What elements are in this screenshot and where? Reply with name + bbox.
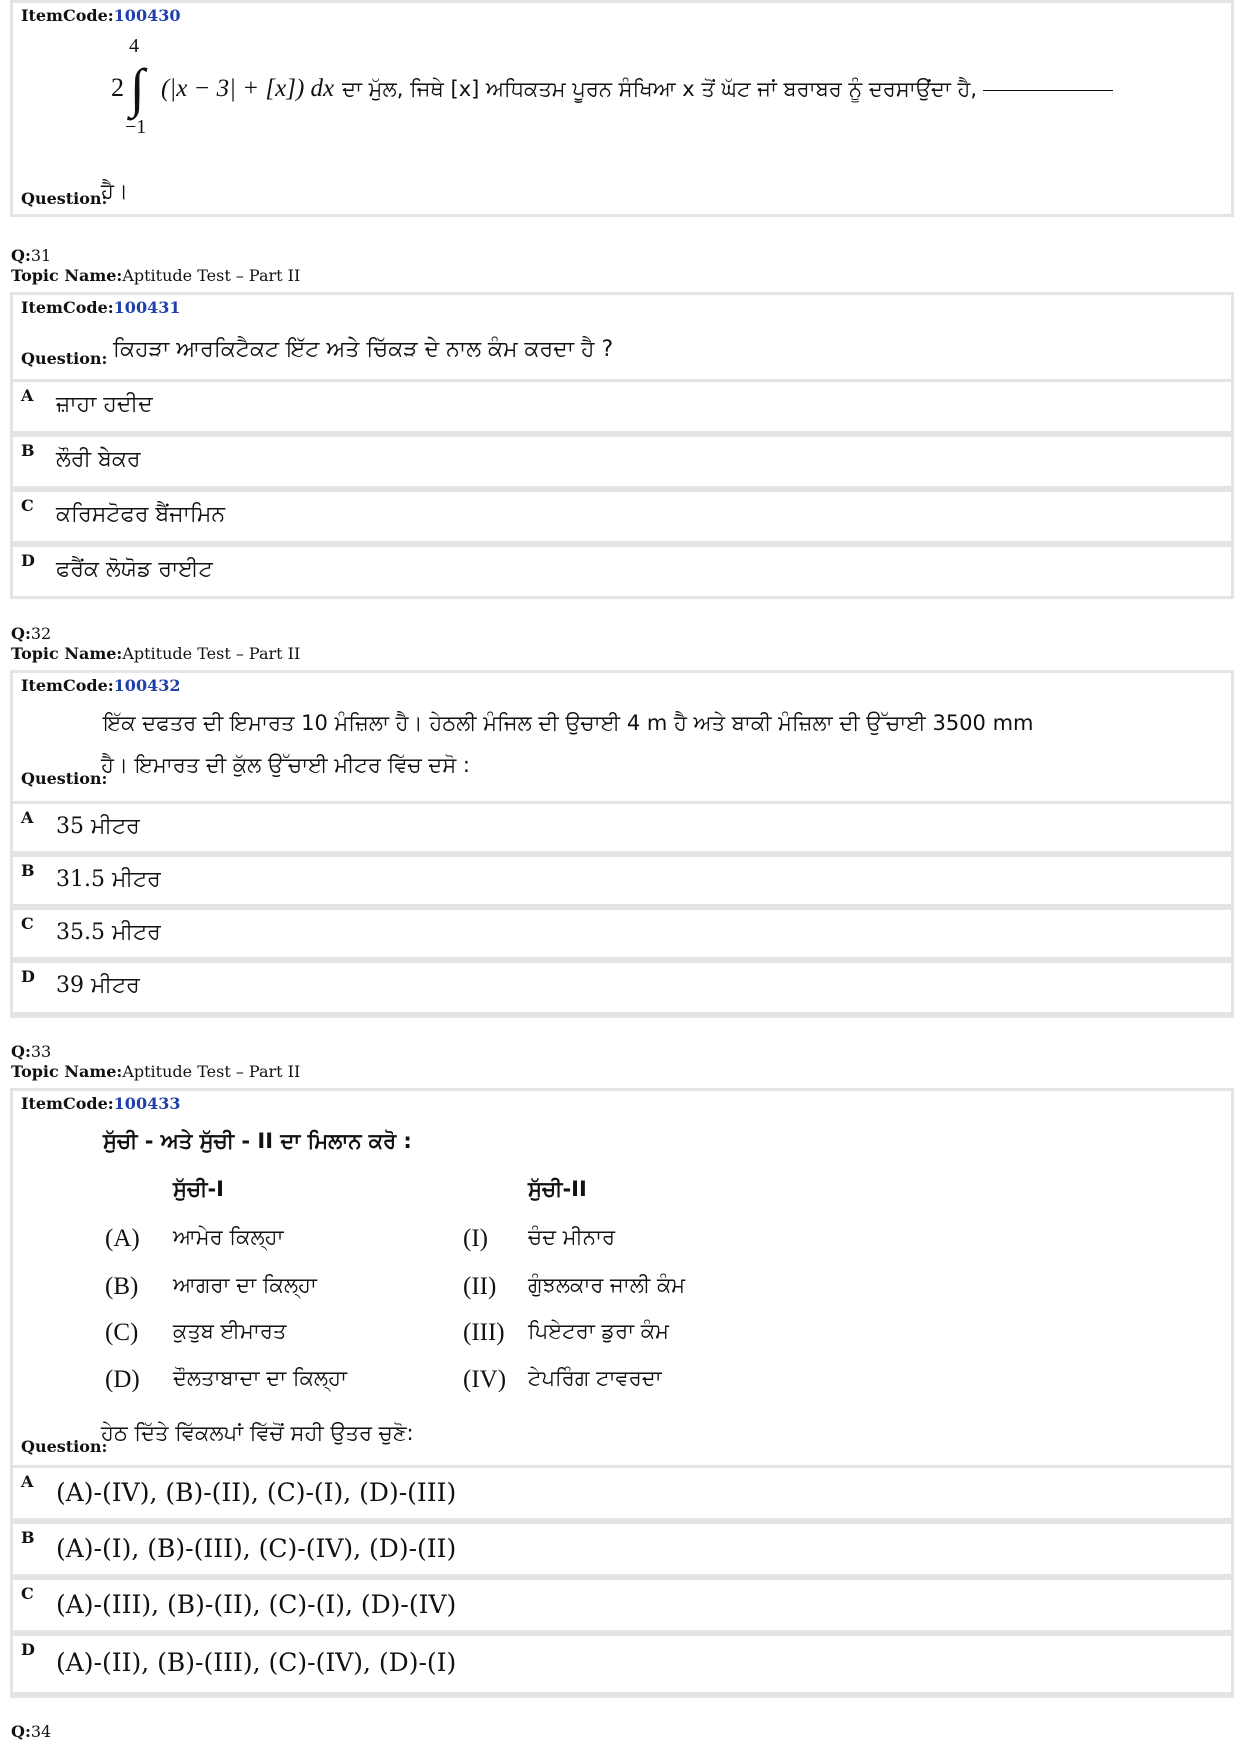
option-c[interactable]: C ਕਰਿਸਟੋਫਰ ਬੈਂਜਾਮਿਨ — [10, 489, 1234, 544]
answer-blank — [983, 89, 1113, 91]
integral-sign: ∫ — [130, 58, 145, 118]
question-30-text: ਦਾ ਮੁੱਲ, ਜਿਥੇ [x] ਅਧਿਕਤਮ ਪੂਰਨ ਸੰਖਿਆ x ਤੋਂ ਘੱਟ ਜਾਂ ਬਰਾਬਰ ਨੂੰ ਦਰਸਾਉਂਦਾ ਹੈ, — [342, 77, 978, 101]
item-code: ItemCode:100432 — [21, 676, 181, 695]
option-a[interactable]: A (A)-(IV), (B)-(II), (C)-(I), (D)-(III) — [10, 1465, 1234, 1521]
question-31-header: Q:31 Topic Name:Aptitude Test – Part II — [11, 246, 301, 285]
question-34-header: Q:34 — [11, 1722, 52, 1741]
integral-expression — [161, 73, 1113, 103]
option-a[interactable]: A ਜ਼ਾਹਾ ਹਦੀਦ — [10, 379, 1234, 434]
option-b[interactable]: B ਲੌਰੀ ਬੇਕਰ — [10, 434, 1234, 489]
item-code: ItemCode:100431 — [21, 298, 181, 317]
question-31-text: ਕਿਹੜਾ ਆਰਕਿਟੈਕਟ ਇੱਟ ਅਤੇ ਚਿੱਕੜ ਦੇ ਨਾਲ ਕੰਮ ਕਰਦਾ ਹੈ ? — [113, 337, 614, 362]
option-c[interactable]: C (A)-(III), (B)-(II), (C)-(I), (D)-(IV) — [10, 1577, 1234, 1633]
integral-coefficient: 2 — [111, 73, 124, 102]
question-label: Question: — [21, 769, 108, 788]
question-32-line1: ਇੱਕ ਦਫਤਰ ਦੀ ਇਮਾਰਤ 10 ਮੰਜ਼ਿਲਾ ਹੈ। ਹੇਠਲੀ ਮੰਜਿਲ ਦੀ ਉਚਾਈ 4 m ਹੈ ਅਤੇ ਬਾਕੀ ਮੰਜ਼ਿਲਾ ਦੀ ਉੱਚਾਈ 3500 mm — [103, 711, 1034, 735]
list-2-title: ਸੁੱਚੀ-II — [528, 1177, 587, 1201]
question-32-card — [10, 670, 1234, 1018]
item-code: ItemCode:100433 — [21, 1094, 181, 1113]
option-b[interactable]: B (A)-(I), (B)-(III), (C)-(IV), (D)-(II) — [10, 1521, 1234, 1577]
integral-upper-limit: 4 — [129, 35, 139, 57]
integrand: (|x − 3| + [x]) dx — [161, 75, 335, 102]
option-c[interactable]: C 35.5 ਮੀਟਰ — [10, 907, 1234, 960]
option-d[interactable]: D (A)-(II), (B)-(III), (C)-(IV), (D)-(I) — [10, 1633, 1234, 1695]
item-code: ItemCode:100430 — [21, 6, 181, 25]
integral-lower-limit: −1 — [125, 116, 147, 138]
option-a[interactable]: A 35 ਮੀਟਰ — [10, 801, 1234, 854]
option-b[interactable]: B 31.5 ਮੀਟਰ — [10, 854, 1234, 907]
match-heading: ਸੁੱਚੀ - ਅਤੇ ਸੁੱਚੀ - II ਦਾ ਮਿਲਾਨ ਕਰੋ : — [103, 1129, 412, 1153]
question-tail: ਹੈ। — [101, 179, 129, 203]
question-label: Question: — [21, 1437, 108, 1456]
option-d[interactable]: D 39 ਮੀਟਰ — [10, 960, 1234, 1015]
option-d[interactable]: D ਫਰੈਂਕ ਲੋਯੋਡ ਰਾਈਟ — [10, 544, 1234, 599]
question-33-header: Q:33 Topic Name:Aptitude Test – Part II — [11, 1042, 301, 1081]
question-33-text: ਹੇਠ ਦਿੱਤੇ ਵਿੱਕਲਪਾਂ ਵਿੱਚੋਂ ਸਹੀ ਉਤਰ ਚੁਣੋ: — [101, 1421, 414, 1445]
question-30-card — [10, 0, 1234, 217]
question-label: Question: — [21, 349, 108, 368]
question-33-card: ItemCode:100433 ਸੁੱਚੀ - ਅਤੇ ਸੁੱਚੀ - II ਦਾ ਮਿਲਾਨ ਕਰੋ : ਸੁੱਚੀ-I ਸੁੱਚੀ-II (A) ਆਮੇਰ ਕਿਲ੍ਹਾ (I) ਚੰਦ ਮੀਨਾਰ (B) ਆਗਰਾ ਦਾ ਕਿਲ੍ਹਾ (II) ਗੁੰਝਲਕਾਰ ਜਾਲੀ ਕੰਮ (C) ਕੁਤੁਬ ਈਮਾਰਤ (III) ਪਿਏਟਰਾ ਡੁਰਾ ਕੰਮ (D) ਦੌਲਤਾਬਾਦਾ ਦਾ ਕਿਲ੍ਹਾ (IV) ਟੇਪਰਿੰਗ ਟਾਵਰਦਾ Question: ਹੇਠ ਦਿੱਤੇ ਵਿੱਕਲਪਾਂ ਵਿੱਚੋਂ ਸਹੀ ਉਤਰ ਚੁਣੋ: A (A)-(IV), (B)-(II), (C)-(I), (D)-(III) B (A)-(I), (B)-(III), (C)-(IV), (D)-(II) C (A)-(III), (B)-(II), (C)-(I), (D)-(IV) D (A)-(II), (B)-(III), (C)-(IV), (D)-(I) — [10, 1088, 1234, 1698]
question-32-line2: ਹੈ। ਇਮਾਰਤ ਦੀ ਕੁੱਲ ਉੱਚਾਈ ਮੀਟਰ ਵਿੱਚ ਦਸੋ : — [101, 753, 470, 777]
question-31-card — [10, 292, 1234, 599]
list-1-title: ਸੁੱਚੀ-I — [173, 1177, 224, 1201]
question-32-header: Q:32 Topic Name:Aptitude Test – Part II — [11, 624, 301, 663]
question-label: Question: — [21, 189, 108, 208]
